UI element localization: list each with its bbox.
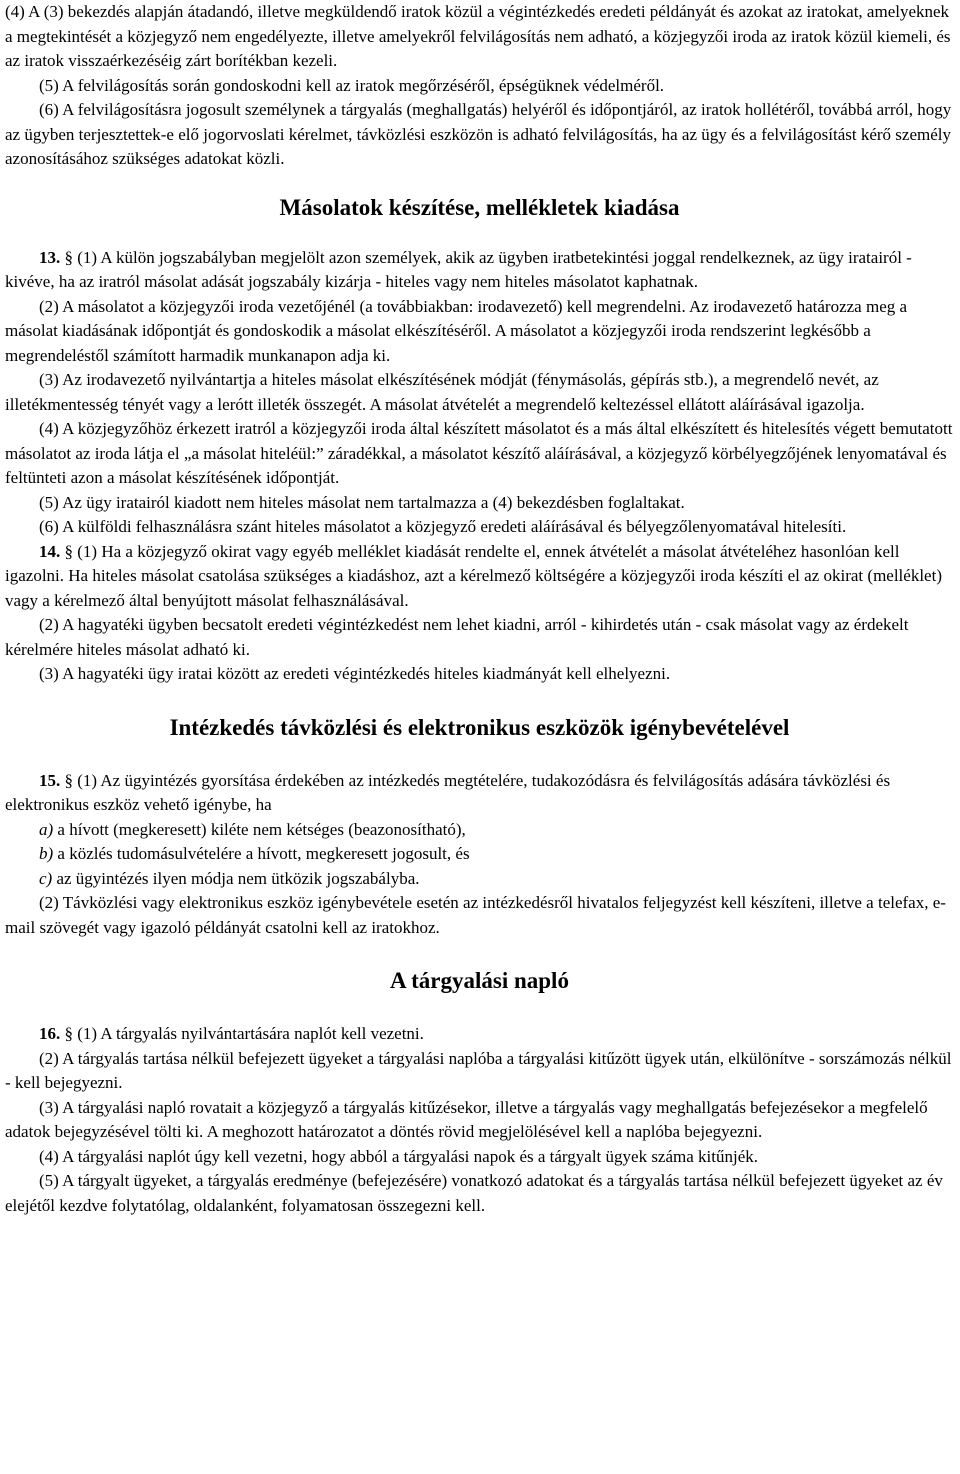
section-15-item-b	[5, 842, 954, 867]
section-number: 14.	[39, 541, 61, 561]
paragraph-12-5	[5, 74, 954, 99]
section-heading-hearing-log: A tárgyalási napló	[390, 968, 569, 993]
section-heading-copies: Másolatok készítése, mellékletek kiadása	[279, 194, 680, 220]
section-13-paragraph-3: (3) Az irodavezető nyilvántartja a hiteles másolat elkészítésének módját (fénymásolás, gépírás stb.), a megrendelő nevét, az illetékmentesség tényét vagy a lerótt illeték összegét. A másolat átvételét a megrendelő keltezéssel ellátott aláírásával igazolja.	[5, 370, 879, 414]
section-13-paragraph-6: (6) A külföldi felhasználásra szánt hiteles másolatot a közjegyző eredeti aláírásával és bélyegzőlenyomatával hitelesíti.	[39, 517, 847, 536]
section-sign: §	[64, 247, 73, 267]
paragraph-text: (1) A külön jogszabályban megjelölt azon személyek, akik az ügyben iratbetekintési joggal rendelkeznek, az ügy iratairól - kivéve, ha az iratról másolat adását jogszabály kizárja - hiteles vagy nem hiteles másolatot kaphatnak.	[5, 247, 912, 291]
section-sign: §	[64, 770, 73, 790]
section-15-item-c	[5, 867, 954, 892]
paragraph-12-6: (6) A felvilágosításra jogosult személynek a tárgyalás (meghallgatás) helyéről és időpontjáról, az iratok hollétéről, továbbá arról, hogy az ügyben terjesztettek-e elő jogorvoslati kérelmet, távközlési eszközön is adható felvilágosítás, ha az ügy és a felvilágosítást kérő személy azonosításához szükséges adatokat közli.	[5, 100, 952, 168]
section-15-item-a	[5, 818, 954, 843]
section-heading-telecom: Intézkedés távközlési és elektronikus eszközök igénybevételével	[169, 714, 790, 740]
paragraph-text: (1) Az ügyintézés gyorsítása érdekében az intézkedés megtételére, tudakozódásra és felvilágosítás adására távközlési és elektronikus eszköz vehető igénybe, ha	[5, 770, 891, 814]
section-16-paragraph-5: (5) A tárgyalt ügyeket, a tárgyalás eredménye (befejezésére) vonatkozó adatokat és a tárgyalás tartása nélkül befejezett ügyeket az év elejétől kezdve folytatólag, oldalanként, folyamatosan összegezni kell.	[5, 1171, 943, 1215]
section-13-paragraph-5: (5) Az ügy iratairól kiadott nem hiteles másolat nem tartalmazza a (4) bekezdésben foglaltakat.	[39, 492, 685, 512]
paragraph-text: (1) Ha a közjegyző okirat vagy egyéb melléklet kiadását rendelte el, ennek átvételét a másolat átvételéhez hasonlóan kell igazolni. Ha hiteles másolat csatolása szükséges a kiadáshoz, azt a kérelmező költségére a közjegyzői iroda készíti el az okirat (melléklet) vagy a kérelmező által benyújtott másolat felhasználásával.	[5, 541, 942, 610]
item-text: a közlés tudomásulvételére a hívott, megkeresett jogosult, és	[57, 844, 470, 863]
section-13-paragraph-1	[5, 246, 954, 295]
section-14-paragraph-1	[5, 540, 954, 614]
section-16-paragraph-3: (3) A tárgyalási napló rovatait a közjegyző a tárgyalás kitűzésekor, illetve a tárgyalás vagy meghallgatás befejezésekor a megfelelő adatok bejegyzésével tölti ki. A meghozott határozatot a döntés rövid megjelölésével kell a naplóba bejegyezni.	[5, 1097, 928, 1141]
section-15-paragraph-2: (2) Távközlési vagy elektronikus eszköz igénybevétele esetén az intézkedésről hivatalos feljegyzést kell készíteni, illetve a telefax, e-mail szövegét vagy igazoló példányát csatolni kell az iratokhoz.	[5, 893, 946, 937]
item-marker: b)	[39, 844, 54, 863]
section-number: 13.	[39, 247, 61, 267]
paragraph-text: (5) A felvilágosítás során gondoskodni kell az iratok megőrzéséről, épségüknek védelméről.	[39, 75, 665, 95]
item-marker: c)	[39, 868, 53, 888]
section-number: 15.	[39, 770, 61, 790]
section-14-paragraph-3: (3) A hagyatéki ügy iratai között az eredeti végintézkedés hiteles kiadmányát kell elhelyezni.	[39, 664, 671, 683]
section-15-paragraph-1	[5, 769, 954, 818]
section-13-paragraph-2: (2) A másolatot a közjegyzői iroda vezetőjénél (a továbbiakban: irodavezető) kell megrendelni. Az irodavezető határozza meg a másolat kiadásának időpontját és gondoskodik a másolat elkészítéséről. A másolatot a közjegyzői iroda rendszerint legkésőbb a megrendeléstől számított harmadik munkanapon adja ki.	[5, 296, 908, 365]
section-16-paragraph-2: (2) A tárgyalás tartása nélkül befejezett ügyeket a tárgyalási naplóba a tárgyalási kitűzött ügyek után, elkülönítve - sorszámozás nélkül - kell bejegyezni.	[5, 1048, 952, 1092]
section-sign: §	[64, 541, 73, 561]
item-text: a hívott (megkeresett) kiléte nem kétséges (beazonosítható),	[57, 819, 466, 839]
section-16-paragraph-4: (4) A tárgyalási naplót úgy kell vezetni, hogy abból a tárgyalási napok és a tárgyalt ügyek száma kitűnjék.	[39, 1146, 759, 1166]
section-number: 16.	[39, 1024, 61, 1043]
paragraph-text: (1) A tárgyalás nyilvántartására naplót kell vezetni.	[77, 1024, 424, 1043]
section-16-paragraph-1	[5, 1022, 954, 1047]
section-sign: §	[64, 1024, 73, 1043]
section-13-paragraph-4: (4) A közjegyzőhöz érkezett iratról a közjegyzői iroda által készített másolatot és a más által elkészített és hitelesítés végett bemutatott másolatot az iroda látja el „a másolat hiteléül:” záradékkal, a másolatot készítő aláírásával, a közjegyző körbélyegzőjének lenyomatával és feltünteti azon a másolat készítésének időpontját.	[5, 419, 953, 487]
paragraph-12-4: (4) A (3) bekezdés alapján átadandó, illetve megküldendő iratok közül a végintézkedés eredeti példányát és azokat az iratokat, amelyeknek a megtekintését a közjegyző nem engedélyezte, illetve amelyekről felvilágosítás nem adható, a közjegyzői iroda az iratok közül kiemeli, és az iratok visszaérkezéséig zárt borítékban kezeli.	[5, 2, 951, 70]
section-14-paragraph-2: (2) A hagyatéki ügyben becsatolt eredeti végintézkedést nem lehet kiadni, arról - kihirdetés után - csak másolat vagy az érdekelt kérelmére hiteles másolat adható ki.	[5, 615, 909, 659]
item-text: az ügyintézés ilyen módja nem ütközik jogszabályba.	[56, 868, 420, 888]
item-marker: a)	[39, 819, 54, 839]
